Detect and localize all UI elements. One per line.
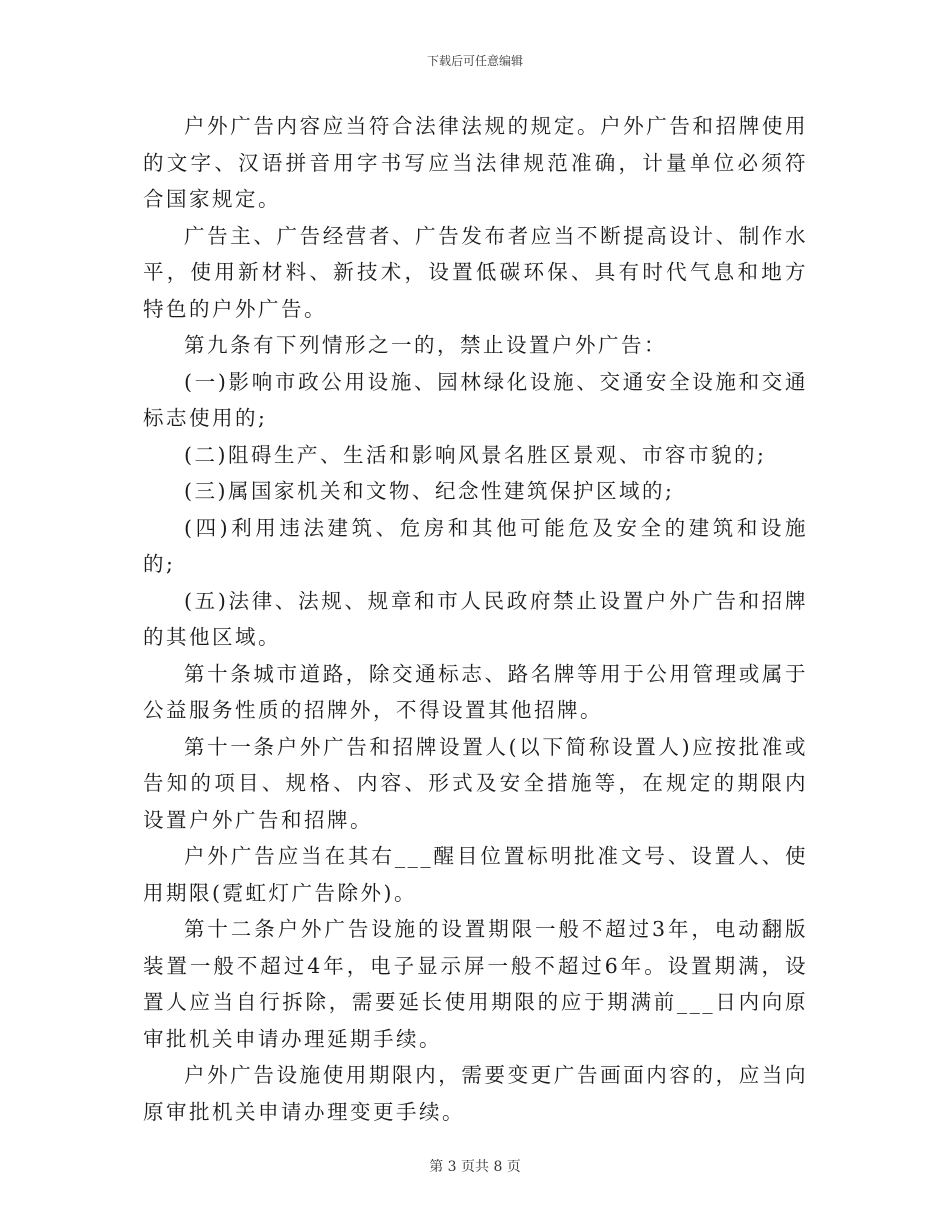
page-number: 第 3 页共 8 页	[429, 1159, 521, 1175]
article-9-item-3: (三)属国家机关和文物、纪念性建筑保护区域的;	[184, 479, 675, 503]
article-9-item-5: (五)法律、法规、规章和市人民政府禁止设置户外广告和招牌的其他区域。	[143, 588, 808, 649]
paragraph-2: 广告主、广告经营者、广告发布者应当不断提高设计、制作水平，使用新材料、新技术，设置低碳环保、具有时代气息和地方特色的户外广告。	[143, 223, 808, 321]
article-12-note: 户外广告设施使用期限内，需要变更广告画面内容的，应当向原审批机关申请办理变更手续。	[143, 1063, 808, 1124]
article-11-note: 户外广告应当在其右___醒目位置标明批准文号、设置人、使用期限(霓虹灯广告除外)。	[143, 844, 808, 905]
article-10: 第十条城市道路，除交通标志、路名牌等用于公用管理或属于公益服务性质的招牌外，不得设置其他招牌。	[143, 661, 808, 722]
paragraph-1: 户外广告内容应当符合法律法规的规定。户外广告和招牌使用的文字、汉语拼音用字书写应当法律规范准确，计量单位必须符合国家规定。	[143, 114, 808, 211]
article-9-heading: 第九条有下列情形之一的，禁止设置户外广告：	[184, 333, 667, 357]
page-header-note: 下载后可任意编辑	[426, 54, 523, 68]
article-9-item-2: (二)阻碍生产、生活和影响风景名胜区景观、市容市貌的;	[184, 442, 767, 467]
article-9-item-4: (四)利用违法建筑、危房和其他可能危及安全的建筑和设施的;	[143, 515, 808, 576]
article-9-item-1: (一)影响市政公用设施、园林绿化设施、交通安全设施和交通标志使用的;	[143, 369, 808, 430]
article-11: 第十一条户外广告和招牌设置人(以下简称设置人)应按批准或告知的项目、规格、内容、形式及安全措施等，在规定的期限内设置户外广告和招牌。	[143, 734, 808, 832]
document-body	[143, 108, 808, 1130]
article-12: 第十二条户外广告设施的设置期限一般不超过3年，电动翻版装置一般不超过4年，电子显示屏一般不超过6年。设置期满，设置人应当自行拆除，需要延长使用期限的应于期满前___日内向原审批机关申请办理延期手续。	[143, 917, 808, 1051]
